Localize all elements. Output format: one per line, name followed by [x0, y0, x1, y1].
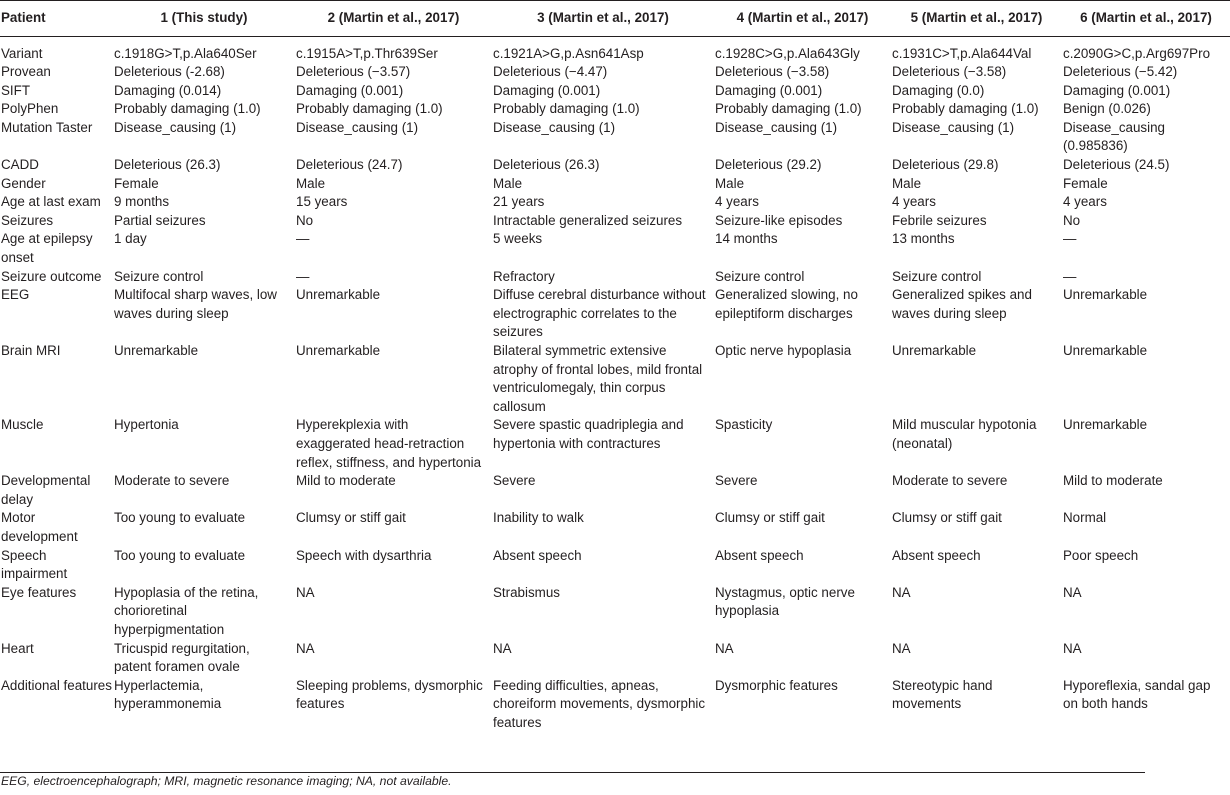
table-cell: 4 years: [892, 194, 936, 210]
table-cell: Male: [493, 175, 523, 191]
table-cell: Deleterious (-2.68): [114, 64, 225, 80]
table-cell: —: [1063, 268, 1077, 284]
table-body: [0, 36, 1230, 736]
table-cell: Deleterious (29.2): [715, 157, 822, 173]
table-cell: Mild to moderate: [296, 473, 396, 489]
table-row: [0, 342, 1230, 416]
table-row: [0, 640, 1230, 677]
row-label: Speech impairment: [1, 547, 68, 582]
table-cell: NA: [892, 640, 911, 656]
table-cell: c.1931C>T,p.Ala644Val: [892, 45, 1032, 61]
table-row: [0, 677, 1230, 737]
row-label: Developmental delay: [1, 473, 91, 507]
table-cell: Damaging (0.014): [114, 82, 222, 98]
table-cell: Deleterious (29.8): [892, 157, 999, 173]
table-cell: Deleterious (−3.57): [296, 64, 411, 80]
table-cell: Severe: [493, 473, 536, 489]
table-cell: Spasticity: [715, 417, 773, 433]
table-cell: —: [296, 231, 310, 247]
table-header-row: [0, 1, 1230, 37]
table-cell: Unremarkable: [1063, 287, 1148, 303]
table-cell: NA: [1063, 584, 1082, 600]
table-cell: Multifocal sharp waves, low waves during sleep: [114, 287, 277, 321]
table-cell: Unremarkable: [1063, 343, 1148, 358]
table-cell: Too young to evaluate: [114, 510, 246, 526]
table-cell: Deleterious (26.3): [493, 157, 600, 173]
row-label: Age at last exam: [1, 194, 101, 210]
table-cell: Deleterious (24.5): [1063, 157, 1170, 173]
table-cell: Inability to walk: [493, 510, 584, 526]
table-cell: Stereotypic hand movements: [892, 677, 993, 712]
table-cell: Unremarkable: [296, 343, 381, 358]
table-cell: Clumsy or stiff gait: [715, 510, 825, 526]
table-cell: Hyperekplexia with exaggerated head-retraction reflex, stiffness, and hypertonia: [296, 417, 482, 470]
table-cell: 4 years: [715, 194, 759, 210]
header-patient-6: 6 (Martin et al., 2017): [1062, 1, 1230, 37]
table-cell: Hypoplasia of the retina, chorioretinal hyperpigmentation: [114, 584, 259, 637]
table-cell: Moderate to severe: [114, 473, 230, 489]
row-label: Seizure outcome: [1, 268, 102, 284]
table-cell: Disease_causing (1): [114, 119, 237, 135]
table-footnote: EEG, electroencephalograph; MRI, magnetic resonance imaging; NA, not available.: [1, 774, 452, 788]
row-label: Muscle: [1, 417, 44, 433]
table-cell: Deleterious (24.7): [296, 157, 403, 173]
table-cell: Normal: [1063, 510, 1107, 526]
table-cell: Mild to moderate: [1063, 473, 1163, 489]
table-cell: Male: [296, 175, 326, 191]
row-label: Provean: [1, 64, 51, 80]
header-patient-1: 1 (This study): [113, 1, 295, 37]
header-patient-2: 2 (Martin et al., 2017): [295, 1, 492, 37]
row-label: Motor development: [1, 510, 78, 544]
table-cell: Disease_causing (1): [715, 119, 838, 135]
table-row: [0, 212, 1230, 231]
row-label: Additional features: [1, 677, 112, 693]
table-cell: Feeding difficulties, apneas, choreiform movements, dysmorphic features: [493, 677, 706, 730]
header-patient: Patient: [0, 1, 113, 37]
table-cell: Damaging (0.001): [296, 82, 404, 98]
table-cell: Absent speech: [892, 547, 981, 563]
table-cell: Seizure-like episodes: [715, 212, 843, 228]
table-cell: c.1915A>T,p.Thr639Ser: [296, 45, 438, 61]
table-row: [0, 175, 1230, 194]
table-cell: Dysmorphic features: [715, 677, 838, 693]
table-cell: —: [296, 268, 310, 284]
table-cell: Unremarkable: [892, 343, 977, 358]
row-label: Age at epilepsy onset: [1, 231, 93, 266]
table-cell: Probably damaging (1.0): [715, 101, 862, 117]
table-cell: Diffuse cerebral disturbance without electrographic correlates to the seizures: [493, 287, 706, 340]
table-cell: Hyperlactemia, hyperammonemia: [114, 677, 222, 712]
table-cell: 5 weeks: [493, 231, 543, 247]
row-label: Mutation Taster: [1, 119, 93, 135]
table-cell: Damaging (0.001): [715, 82, 823, 98]
table-cell: Benign (0.026): [1063, 101, 1151, 117]
table-row: [0, 82, 1230, 101]
table-cell: c.1921A>G,p.Asn641Asp: [493, 45, 644, 61]
table-cell: Damaging (0.001): [493, 82, 601, 98]
table-row: [0, 547, 1230, 584]
table-cell: c.1928C>G,p.Ala643Gly: [715, 45, 860, 61]
table-cell: NA: [493, 640, 512, 656]
table-cell: Generalized slowing, no epileptiform discharges: [715, 287, 858, 321]
table-cell: Damaging (0.001): [1063, 82, 1171, 98]
table-cell: NA: [715, 640, 734, 656]
table-row: [0, 268, 1230, 287]
table-row: [0, 416, 1230, 472]
table-row: [0, 156, 1230, 175]
table-cell: Probably damaging (1.0): [114, 101, 261, 117]
table-cell: Deleterious (−5.42): [1063, 64, 1178, 80]
row-label: PolyPhen: [1, 101, 59, 117]
table-cell: Refractory: [493, 268, 555, 284]
table-cell: —: [1063, 231, 1077, 247]
table-cell: Damaging (0.0): [892, 82, 985, 98]
table-cell: Female: [1063, 175, 1108, 191]
header-patient-3: 3 (Martin et al., 2017): [492, 1, 714, 37]
table-cell: Deleterious (−3.58): [715, 64, 830, 80]
table-cell: Unremarkable: [1063, 417, 1148, 433]
table-cell: Too young to evaluate: [114, 547, 246, 563]
table-cell: Clumsy or stiff gait: [892, 510, 1002, 526]
table-cell: NA: [296, 640, 315, 656]
table-row: [0, 230, 1230, 267]
row-label: Seizures: [1, 212, 54, 228]
table-cell: Disease_causing (1): [892, 119, 1015, 135]
table-cell: Speech with dysarthria: [296, 547, 432, 563]
table-cell: Male: [715, 175, 745, 191]
table-cell: Hyporeflexia, sandal gap on both hands: [1063, 677, 1211, 712]
table-cell: Probably damaging (1.0): [296, 101, 443, 117]
table-cell: 21 years: [493, 194, 545, 210]
table-cell: Absent speech: [715, 547, 804, 563]
table-cell: NA: [892, 584, 911, 600]
table-cell: Severe: [715, 473, 758, 489]
table-cell: Female: [114, 175, 159, 191]
table-cell: Moderate to severe: [892, 473, 1008, 489]
table-cell: Deleterious (26.3): [114, 157, 221, 173]
table-cell: No: [296, 212, 314, 228]
table-cell: Probably damaging (1.0): [892, 101, 1039, 117]
table-cell: No: [1063, 212, 1081, 228]
table-cell: Optic nerve hypoplasia: [715, 343, 852, 358]
row-label: SIFT: [1, 82, 31, 98]
row-label: Gender: [1, 175, 46, 191]
table-cell: Deleterious (−3.58): [892, 64, 1007, 80]
table-cell: Deleterious (−4.47): [493, 64, 608, 80]
table-cell: Clumsy or stiff gait: [296, 510, 406, 526]
table-cell: Mild muscular hypotonia (neonatal): [892, 417, 1037, 451]
table-cell: Tricuspid regurgitation, patent foramen ovale: [114, 640, 250, 675]
table-cell: Hypertonia: [114, 417, 179, 433]
row-label: CADD: [1, 157, 39, 173]
table-row: [0, 63, 1230, 82]
table-cell: Unremarkable: [296, 287, 381, 303]
table-cell: Sleeping problems, dysmorphic features: [296, 677, 483, 712]
table-bottom-rule: [0, 772, 1145, 773]
table-row: [0, 472, 1230, 509]
table-cell: Probably damaging (1.0): [493, 101, 640, 117]
table-cell: Partial seizures: [114, 212, 206, 228]
table-cell: 9 months: [114, 194, 170, 210]
table-cell: Nystagmus, optic nerve hypoplasia: [715, 584, 855, 619]
table-cell: Severe spastic quadriplegia and hypertonia with contractures: [493, 417, 684, 451]
table-cell: 4 years: [1063, 194, 1107, 210]
table-cell: Male: [892, 175, 922, 191]
table-cell: NA: [1063, 640, 1082, 656]
table-cell: Bilateral symmetric extensive atrophy of frontal lobes, mild frontal ventriculomegaly, thin corpus callosum: [493, 343, 703, 414]
row-label: Heart: [1, 640, 34, 656]
table-cell: Intractable generalized seizures: [493, 212, 683, 228]
table-cell: Seizure control: [715, 268, 805, 284]
row-label: Eye features: [1, 584, 77, 600]
header-patient-4: 4 (Martin et al., 2017): [714, 1, 891, 37]
table-cell: Unremarkable: [114, 343, 199, 358]
table-row: [0, 193, 1230, 212]
table-cell: Febrile seizures: [892, 212, 987, 228]
table-cell: 13 months: [892, 231, 955, 247]
table-cell: Disease_causing (0.985836): [1063, 119, 1165, 154]
table-row: [0, 286, 1230, 342]
table-cell: 15 years: [296, 194, 348, 210]
table-cell: NA: [296, 584, 315, 600]
header-patient-5: 5 (Martin et al., 2017): [891, 1, 1062, 37]
row-label: Variant: [1, 45, 43, 61]
table-row: [0, 119, 1230, 156]
table-row: [0, 36, 1230, 63]
table-cell: Generalized spikes and waves during sleep: [892, 287, 1032, 321]
table-cell: 1 day: [114, 231, 147, 247]
table-row: [0, 100, 1230, 119]
table-cell: 14 months: [715, 231, 778, 247]
table-cell: c.1918G>T,p.Ala640Ser: [114, 45, 257, 61]
table-cell: Poor speech: [1063, 547, 1139, 563]
table-cell: Disease_causing (1): [493, 119, 616, 135]
table-cell: Disease_causing (1): [296, 119, 419, 135]
row-label: Brain MRI: [1, 343, 61, 358]
table-cell: Seizure control: [114, 268, 204, 284]
table-cell: Seizure control: [892, 268, 982, 284]
row-label: EEG: [1, 287, 30, 303]
table-cell: Absent speech: [493, 547, 582, 563]
table-row: [0, 584, 1230, 640]
table-cell: Strabismus: [493, 584, 560, 600]
table-cell: c.2090G>C,p.Arg697Pro: [1063, 45, 1211, 61]
table-row: [0, 509, 1230, 546]
